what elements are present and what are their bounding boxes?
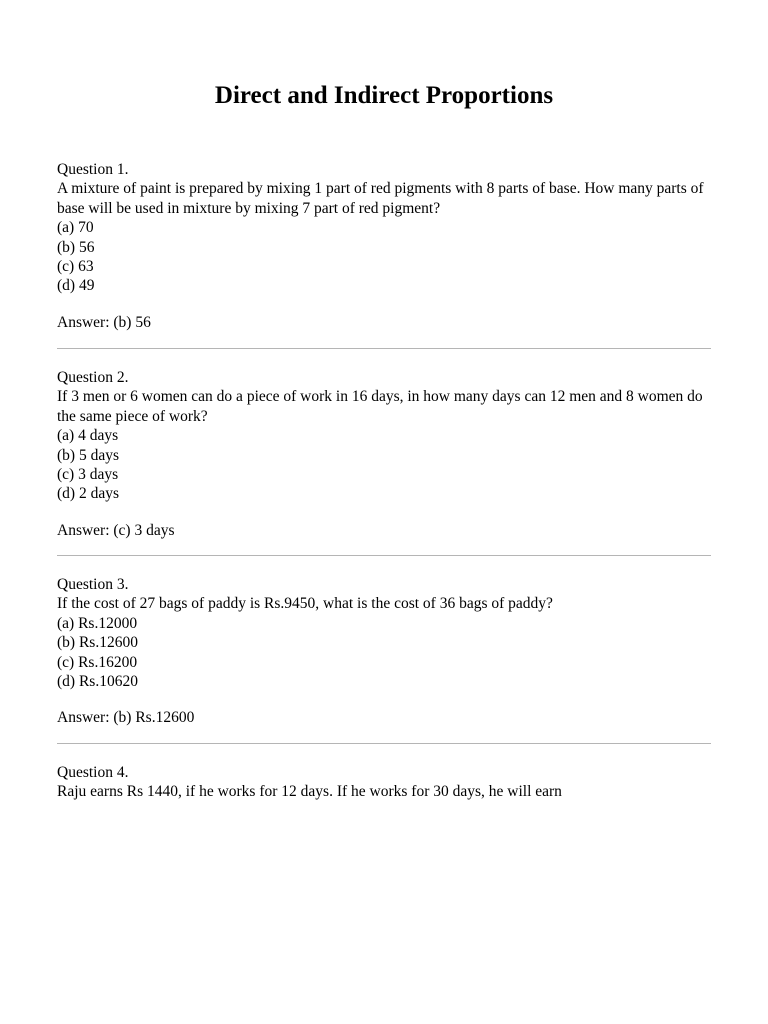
question-text: If the cost of 27 bags of paddy is Rs.9450, what is the cost of 36 bags of paddy? [57,595,553,613]
option-a: (a) 70 [57,219,94,237]
section-divider [57,348,711,349]
option-c: (c) 63 [57,258,94,276]
option-b: (b) Rs.12600 [57,634,138,652]
question-heading: Question 3. [57,576,129,593]
option-a: (a) Rs.12000 [57,614,138,632]
option-d: (d) 49 [57,277,95,295]
section-divider [57,555,711,556]
option-b: (b) 56 [57,238,95,256]
question-heading: Question 2. [57,369,129,386]
question-1 [57,160,717,332]
question-text: Raju earns Rs 1440, if he works for 12 days. If he works for 30 days, he will earn [57,783,562,801]
question-4 [57,763,717,802]
answer-text: Answer: (b) 56 [57,313,151,331]
option-c: (c) 3 days [57,466,119,484]
page-title: Direct and Indirect Proportions [214,82,554,109]
option-d: (d) 2 days [57,485,119,503]
answer-text: Answer: (c) 3 days [57,521,175,539]
option-b: (b) 5 days [57,446,119,464]
question-3 [57,575,717,728]
question-2 [57,368,717,540]
question-heading: Question 4. [57,764,129,781]
section-divider [57,743,711,744]
option-a: (a) 4 days [57,427,119,445]
question-text: A mixture of paint is prepared by mixing 1 part of red pigments with 8 parts of base. How many parts of base will be used in mixture by mixing 7 part of red pigment? [57,180,708,217]
question-text: If 3 men or 6 women can do a piece of work in 16 days, in how many days can 12 men and 8 women do the same piece of work? [57,388,707,425]
question-heading: Question 1. [57,161,129,178]
answer-text: Answer: (b) Rs.12600 [57,709,195,727]
option-c: (c) Rs.16200 [57,653,138,671]
option-d: (d) Rs.10620 [57,673,138,691]
